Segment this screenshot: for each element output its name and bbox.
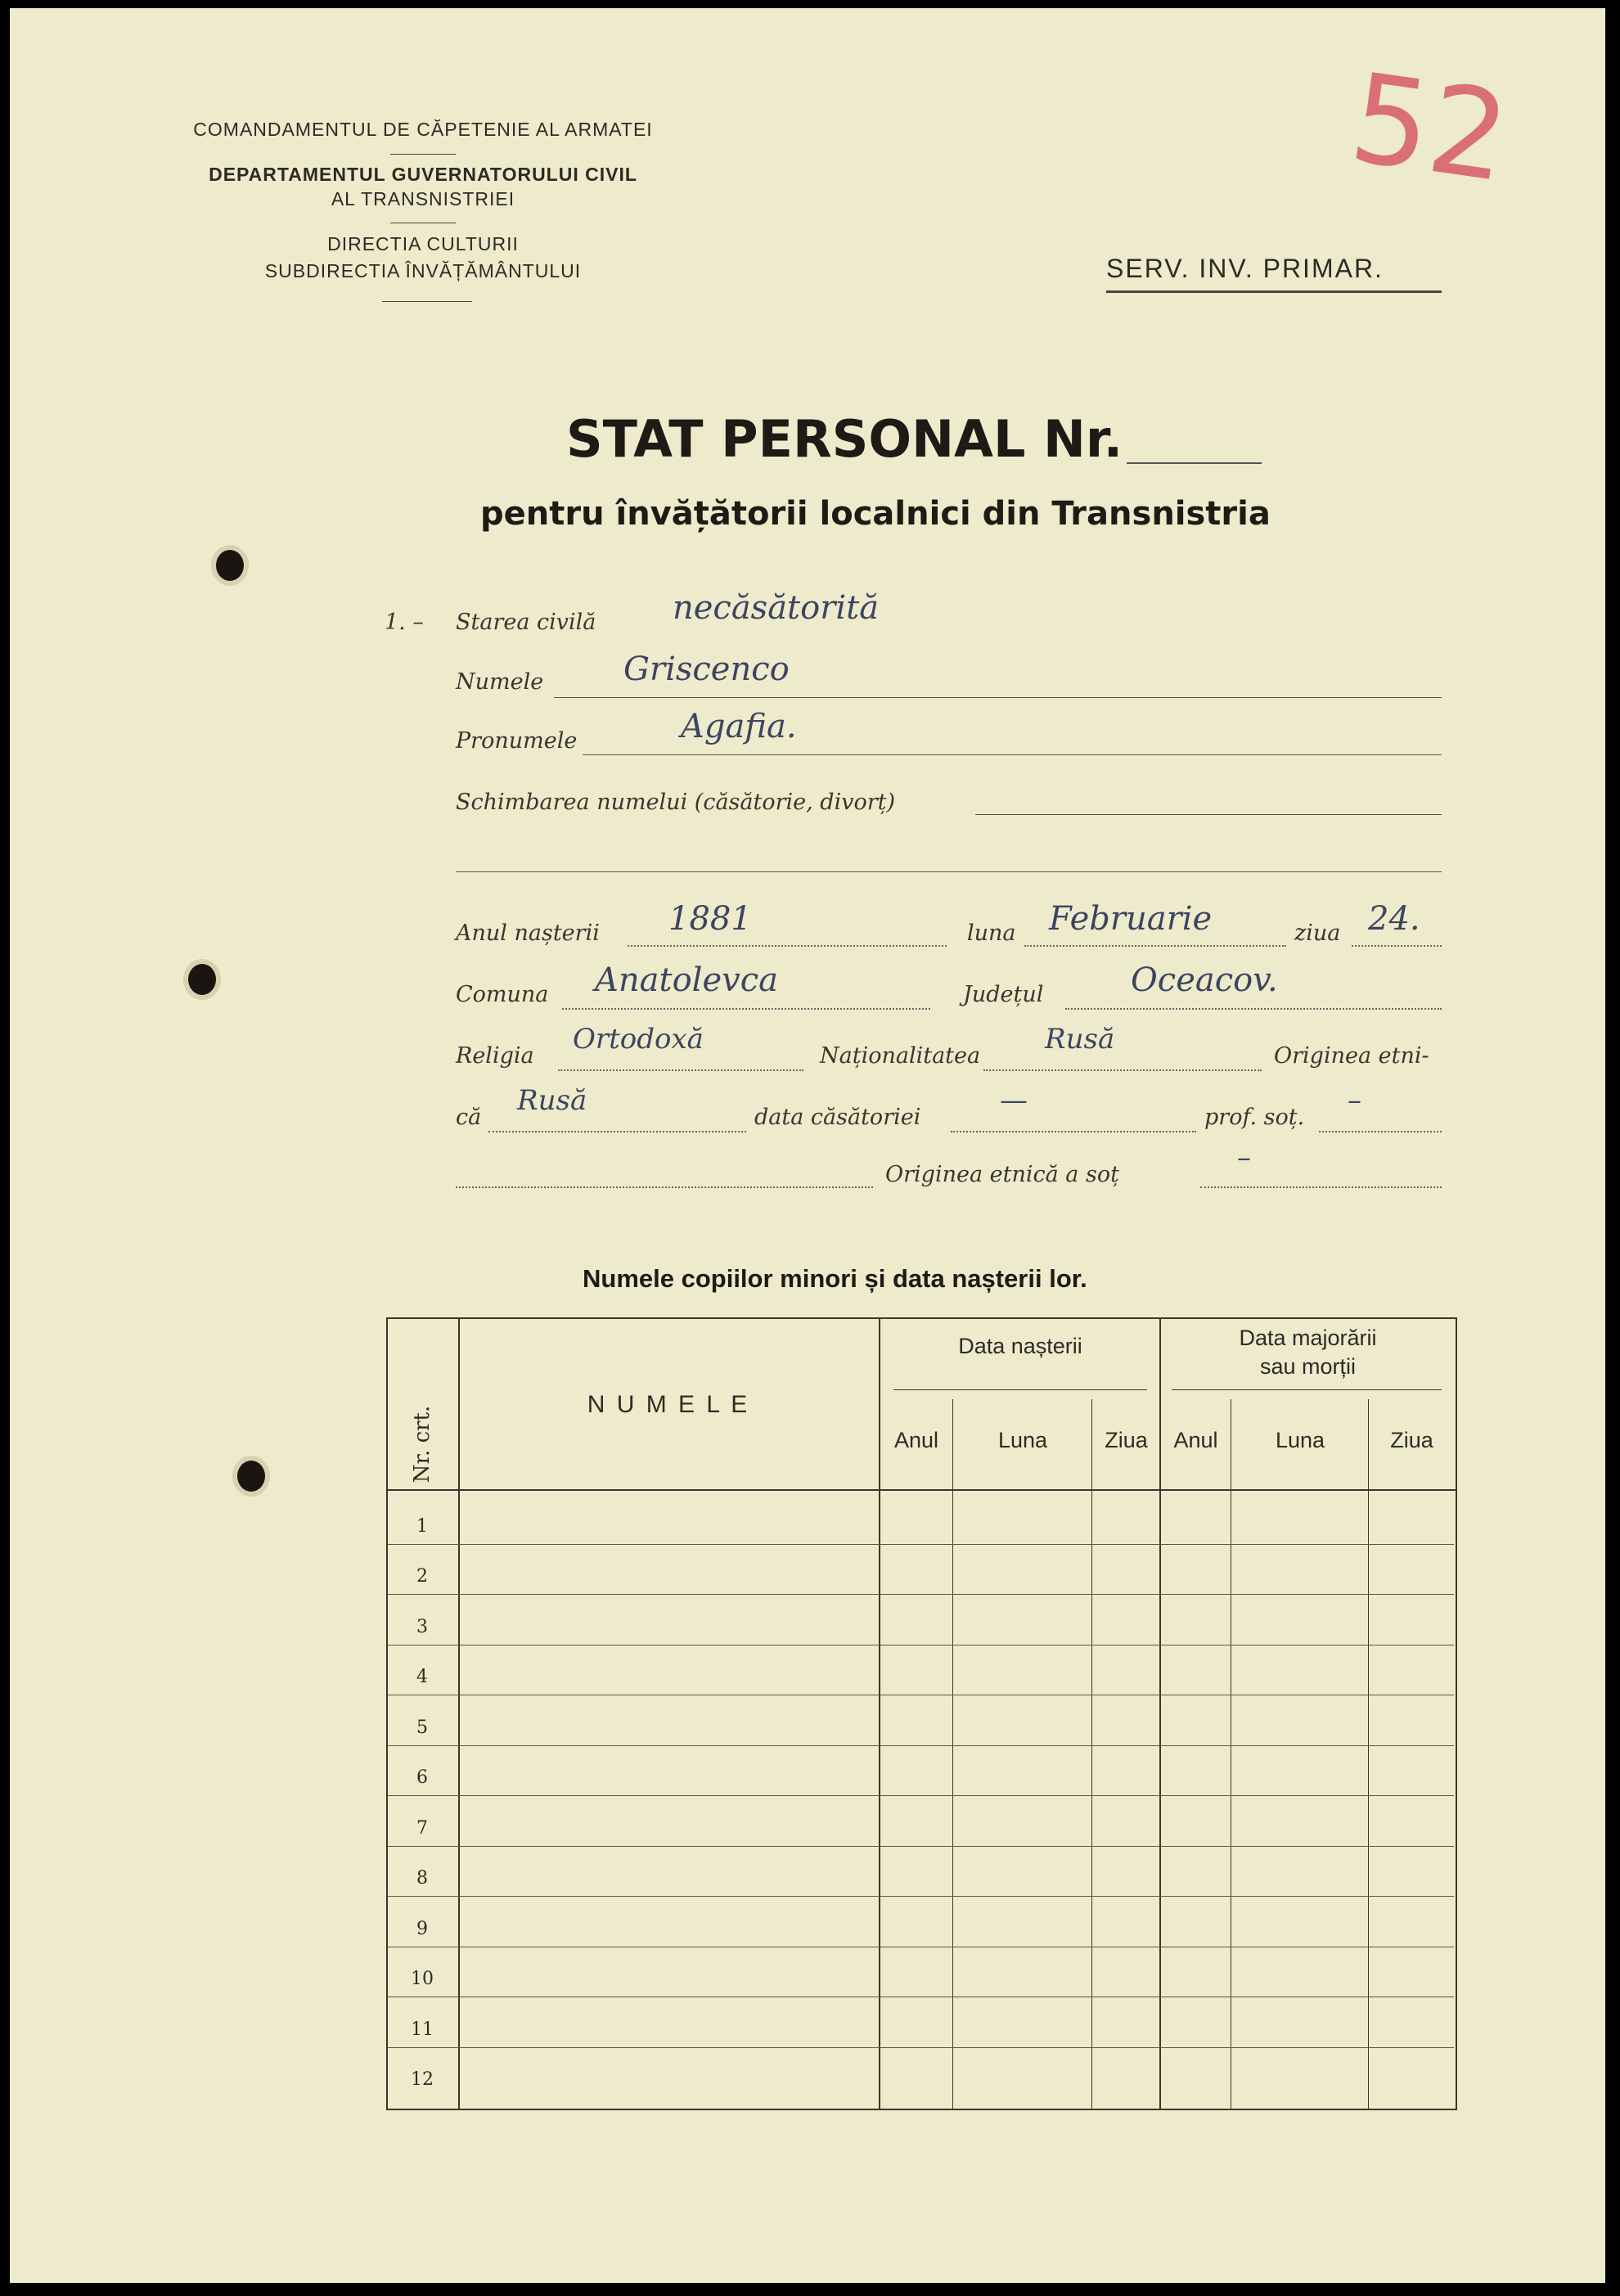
luna-label: luna — [967, 921, 1016, 946]
header-divider — [382, 301, 472, 302]
row-number: 5 — [416, 1717, 428, 1738]
row-number: 10 — [411, 1969, 434, 1989]
comuna-value: Anatolevca — [595, 961, 778, 999]
religia-label: Religia — [456, 1043, 534, 1069]
originea-label: Originea etni- — [1274, 1043, 1429, 1069]
header-line-3: AL TRANSNISTRIEI — [331, 188, 515, 209]
group-data-majorarii-1: Data majorării — [1239, 1326, 1377, 1350]
pronumele-value: Agafia. — [681, 708, 797, 745]
pronumele-line — [583, 754, 1442, 755]
comuna-label: Comuna — [456, 982, 549, 1007]
prof-sot-label: prof. soț. — [1204, 1105, 1305, 1130]
originea-line — [488, 1131, 746, 1132]
nationalitatea-label: Naționalitatea — [820, 1043, 981, 1069]
originea-sot-value: – — [1237, 1141, 1251, 1174]
sub-luna-2: Luna — [1275, 1428, 1325, 1452]
row-number: 6 — [416, 1767, 428, 1788]
page-title: STAT PERSONAL Nr. — [566, 409, 1123, 469]
judetul-label: Județul — [963, 982, 1044, 1007]
sub-luna-1: Luna — [997, 1428, 1048, 1452]
table-row — [388, 1544, 1454, 1545]
originea-cont-label: că — [456, 1105, 482, 1130]
ziua-value: 24. — [1368, 900, 1420, 938]
table-caption: Numele copiilor minori și data nașterii lor. — [583, 1264, 1087, 1293]
header-line-5: SUBDIRECTIA ÎNVĂȚĂMÂNTULUI — [264, 260, 582, 281]
table-row — [388, 1594, 1454, 1595]
pronumele-label: Pronumele — [456, 728, 578, 754]
row-number: 2 — [416, 1566, 428, 1587]
punch-hole — [216, 550, 244, 581]
section-number: 1. – — [385, 610, 424, 635]
starea-civila-value: necăsătorită — [673, 589, 880, 627]
header-line-4: DIRECTIA CULTURII — [327, 233, 519, 254]
originea-sot-line-left — [456, 1186, 873, 1188]
service-underline — [1106, 290, 1442, 293]
stamp-number: 52 — [1342, 47, 1518, 210]
table-row — [388, 1795, 1454, 1796]
starea-civila-label: Starea civilă — [456, 610, 596, 635]
nationalitatea-line — [983, 1069, 1262, 1071]
header-line-2: DEPARTAMENTUL GUVERNATORULUI CIVIL — [209, 164, 637, 185]
judetul-line — [1065, 1008, 1442, 1010]
sub-ziua-2: Ziua — [1390, 1428, 1433, 1452]
table-row — [388, 1896, 1454, 1897]
originea-sot-line — [1200, 1186, 1442, 1188]
table-row — [388, 2047, 1454, 2048]
prof-sot-value: – — [1348, 1084, 1361, 1117]
anul-line — [628, 945, 947, 947]
sub-ziua-1: Ziua — [1105, 1428, 1148, 1452]
row-number: 12 — [411, 2069, 434, 2090]
title-number-line — [1127, 462, 1262, 464]
row-number: 11 — [411, 2019, 434, 2040]
sub-anul-1: Anul — [893, 1428, 939, 1452]
religia-line — [558, 1069, 803, 1071]
numele-line — [554, 697, 1442, 698]
schimbarea-line-2 — [456, 871, 1442, 872]
group-data-nasterii: Data nașterii — [958, 1334, 1082, 1358]
row-number: 1 — [416, 1515, 428, 1537]
data-casatoriei-value: — — [1000, 1084, 1028, 1117]
prof-sot-line — [1319, 1131, 1442, 1132]
row-number: 3 — [416, 1616, 428, 1637]
header-line-1: COMANDAMENTUL DE CĂPETENIE AL ARMATEI — [193, 119, 653, 140]
religia-value: Ortodoxă — [573, 1023, 704, 1056]
punch-hole — [237, 1461, 265, 1492]
page-subtitle: pentru învățătorii localnici din Transnistria — [480, 495, 1271, 533]
col-numele-header: N U M E L E — [587, 1391, 750, 1418]
schimbarea-label: Schimbarea numelui (căsătorie, divorț) — [456, 790, 896, 815]
judetul-value: Oceacov. — [1131, 961, 1278, 999]
anul-label: Anul nașterii — [456, 921, 600, 946]
numele-label: Numele — [456, 669, 544, 695]
row-number: 4 — [416, 1667, 428, 1687]
service-label: SERV. INV. PRIMAR. — [1106, 254, 1384, 283]
group-data-majorarii-2: sau morții — [1259, 1354, 1357, 1379]
nationalitatea-value: Rusă — [1045, 1023, 1115, 1056]
document-page — [10, 8, 1605, 2283]
data-casatoriei-label: data căsătoriei — [754, 1105, 921, 1130]
punch-hole — [188, 964, 216, 995]
col-nr-header: Nr. crt. — [410, 1405, 434, 1483]
ziua-label: ziua — [1294, 921, 1341, 946]
row-number: 9 — [416, 1918, 428, 1939]
comuna-line — [562, 1008, 930, 1010]
luna-line — [1024, 945, 1286, 947]
table-row — [388, 1745, 1454, 1746]
originea-sot-label: Originea etnică a soț — [885, 1162, 1119, 1187]
sub-anul-2: Anul — [1173, 1428, 1218, 1452]
schimbarea-line — [975, 814, 1442, 815]
row-number: 7 — [416, 1817, 428, 1839]
originea-value: Rusă — [517, 1084, 587, 1117]
data-casatoriei-line — [951, 1131, 1196, 1132]
numele-value: Griscenco — [623, 651, 790, 688]
anul-value: 1881 — [668, 900, 752, 938]
row-number: 8 — [416, 1868, 428, 1889]
luna-value: Februarie — [1049, 900, 1213, 938]
table-row — [388, 1846, 1454, 1847]
header-divider — [390, 154, 456, 155]
ziua-line — [1352, 945, 1442, 947]
